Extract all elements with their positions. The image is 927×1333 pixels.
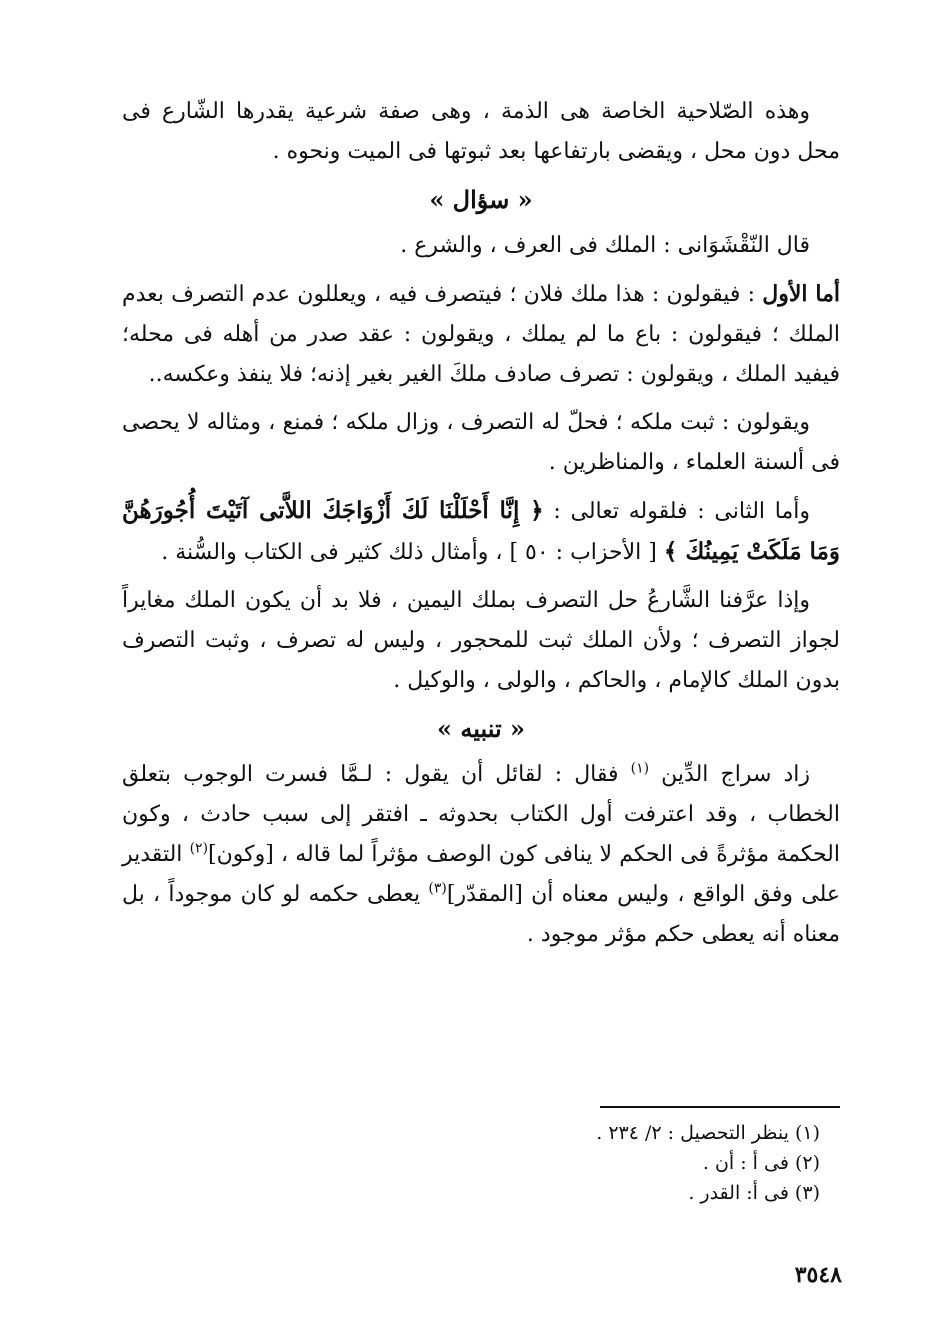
paragraph-5-end: [ الأحزاب : ٥٠ ] ، وأمثال ذلك كثير فى الكتاب والسُّنة . bbox=[161, 540, 664, 565]
footnote-1: (١) ينظر التحصيل : ٢/ ٢٣٤ . bbox=[596, 1122, 820, 1144]
paragraph-1-text: وهذه الصّلاحية الخاصة هى الذمة ، وهى صفة شرعية يقدرها الشّارع فى محل دون محل ، ويقضى بارتفاعها بعد ثبوتها فى الميت ونحوه . bbox=[122, 99, 840, 164]
section-heading-note: « تنبيه » bbox=[437, 714, 525, 743]
section-heading-question: « سؤال » bbox=[429, 185, 533, 214]
paragraph-4 bbox=[122, 403, 840, 483]
footnote-ref-1[interactable]: (١) bbox=[630, 760, 650, 777]
paragraph-7-b: فقال : لقائل أن يقول : لـمَّا فسرت الوجوب بتعلق الخطاب ، وقد اعترفت أول الكتاب بحدوثه ـ افتقر إلى سبب حادث ، وكون الحكمة مؤثرةً فى الحكم لا ينافى كون الوصف مؤثراً لما قاله ، [وكون] bbox=[122, 762, 840, 867]
paragraph-7-a: زاد سراج الدِّين bbox=[649, 762, 810, 787]
paragraph-5 bbox=[122, 491, 840, 573]
quran-verse: ﴿ إِنَّا أَحْلَلْنَا لَكَ أَزْوَاجَكَ اللاَّتى آتَيْتَ أُجُورَهُنَّ وَمَا مَلَكَتْ يَمِينُكَ ﴾ bbox=[122, 497, 840, 565]
paragraph-7 bbox=[122, 755, 840, 955]
page-body bbox=[122, 92, 840, 963]
paragraph-2 bbox=[122, 226, 840, 266]
paragraph-3 bbox=[122, 274, 840, 395]
footnote-2: (٢) فى أ : أن . bbox=[702, 1152, 820, 1174]
paragraph-1 bbox=[122, 92, 840, 172]
page-number: ٣٥٤٨ bbox=[794, 1262, 842, 1288]
paragraph-5-start: وأما الثانى : فلقوله تعالى : bbox=[543, 499, 810, 524]
footnote-3: (٣) فى أ: القدر . bbox=[688, 1182, 820, 1204]
footnote-ref-2[interactable]: (٢) bbox=[189, 840, 209, 857]
paragraph-6-text: وإذا عرَّفنا الشَّارعُ حل التصرف بملك اليمين ، فلا بد أن يكون الملك مغايراً لجواز التصرف ؛ ولأن الملك ثبت للمحجور ، وليس له تصرف ، وثبت التصرف بدون الملك كالإمام ، والحاكم ، والولى ، والوكيل . bbox=[122, 588, 840, 693]
paragraph-3-lead: أما الأول bbox=[762, 281, 840, 307]
footnotes bbox=[420, 1118, 820, 1208]
paragraph-6 bbox=[122, 581, 840, 701]
paragraph-7-d: يعطى حكمه لو كان موجوداً ، بل معناه أنه يعطى حكم مؤثر موجود . bbox=[122, 882, 840, 947]
paragraph-2-text: قال النّقْشَوَانى : الملك فى العرف ، والشرع . bbox=[400, 233, 810, 258]
paragraph-3-text: : فيقولون : هذا ملك فلان ؛ فيتصرف فيه ، ويعللون عدم التصرف بعدم الملك ؛ فيقولون : باع ما لم يملك ، ويقولون : عقد صدر من أهله فى محله؛ فيفيد الملك ، ويقولون : تصرف صادف ملكَ الغير بغير إذنه؛ فلا ينفذ وعكسه.. bbox=[122, 282, 840, 387]
paragraph-7-c: التقدير على وفق الواقع ، وليس معناه أن [المقدّر] bbox=[122, 842, 840, 907]
footnote-separator bbox=[600, 1106, 840, 1108]
footnote-ref-3[interactable]: (٣) bbox=[428, 880, 447, 897]
paragraph-4-text: ويقولون : ثبت ملكه ؛ فحلّ له التصرف ، وزال ملكه ؛ فمنع ، ومثاله لا يحصى فى ألسنة العلماء ، والمناظرين . bbox=[122, 410, 840, 475]
